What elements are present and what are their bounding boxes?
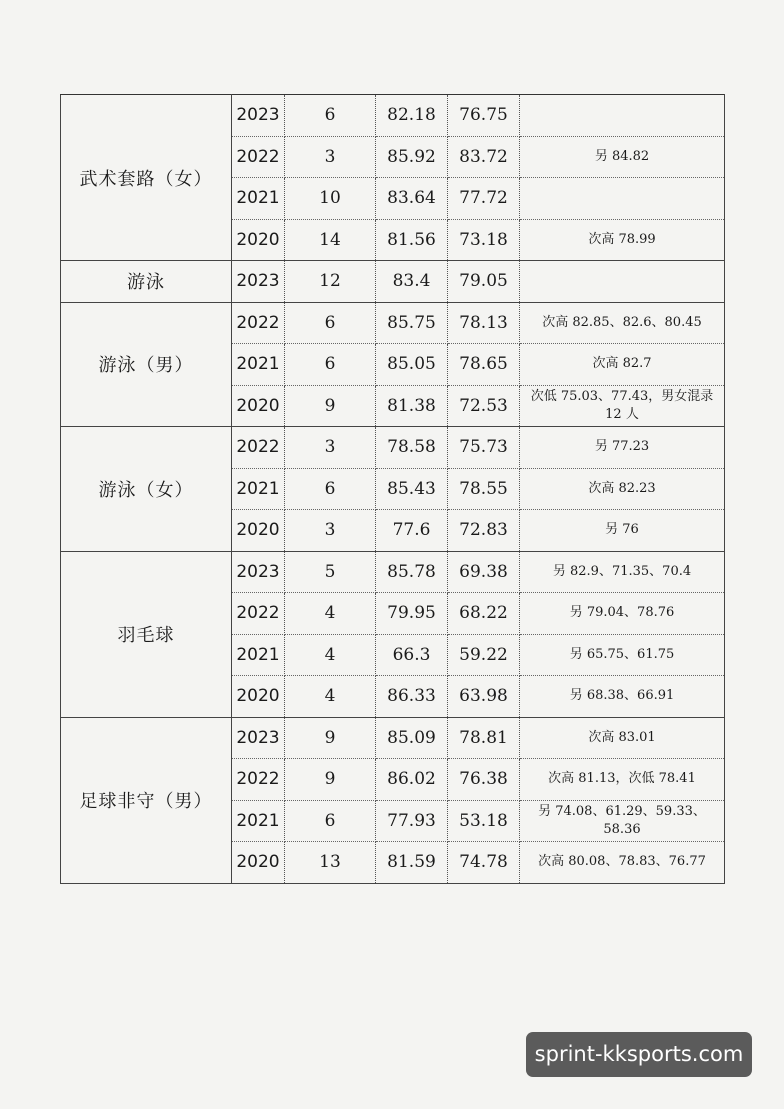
max-score-cell: 85.78 (376, 551, 448, 593)
note-cell: 另 77.23 (520, 427, 725, 469)
min-score-cell: 74.78 (448, 842, 520, 884)
count-cell: 4 (285, 676, 376, 718)
min-score-cell: 78.55 (448, 468, 520, 510)
note-cell: 另 65.75、61.75 (520, 634, 725, 676)
year-cell: 2023 (232, 551, 285, 593)
note-cell: 次高 80.08、78.83、76.77 (520, 842, 725, 884)
year-cell: 2021 (232, 634, 285, 676)
event-name-cell: 游泳（女） (61, 427, 232, 552)
min-score-cell: 75.73 (448, 427, 520, 469)
min-score-cell: 83.72 (448, 136, 520, 178)
max-score-cell: 85.09 (376, 717, 448, 759)
max-score-cell: 83.4 (376, 261, 448, 303)
note-cell: 次高 82.23 (520, 468, 725, 510)
event-name-cell: 足球非守（男） (61, 717, 232, 883)
min-score-cell: 79.05 (448, 261, 520, 303)
year-cell: 2022 (232, 759, 285, 801)
note-cell: 另 74.08、61.29、59.33、58.36 (520, 800, 725, 842)
min-score-cell: 78.13 (448, 302, 520, 344)
note-cell: 次高 81.13，次低 78.41 (520, 759, 725, 801)
max-score-cell: 81.56 (376, 219, 448, 261)
count-cell: 9 (285, 717, 376, 759)
note-cell: 次高 83.01 (520, 717, 725, 759)
max-score-cell: 86.02 (376, 759, 448, 801)
max-score-cell: 79.95 (376, 593, 448, 635)
max-score-cell: 81.59 (376, 842, 448, 884)
year-cell: 2020 (232, 676, 285, 718)
min-score-cell: 59.22 (448, 634, 520, 676)
max-score-cell: 85.43 (376, 468, 448, 510)
min-score-cell: 78.65 (448, 344, 520, 386)
table-row (61, 551, 725, 593)
note-cell: 另 76 (520, 510, 725, 552)
count-cell: 9 (285, 759, 376, 801)
min-score-cell: 78.81 (448, 717, 520, 759)
max-score-cell: 66.3 (376, 634, 448, 676)
year-cell: 2022 (232, 136, 285, 178)
max-score-cell: 85.75 (376, 302, 448, 344)
event-name-cell: 武术套路（女） (61, 95, 232, 261)
min-score-cell: 77.72 (448, 178, 520, 220)
note-cell: 次高 78.99 (520, 219, 725, 261)
max-score-cell: 77.93 (376, 800, 448, 842)
year-cell: 2021 (232, 178, 285, 220)
min-score-cell: 76.75 (448, 95, 520, 137)
max-score-cell: 85.92 (376, 136, 448, 178)
year-cell: 2020 (232, 510, 285, 552)
min-score-cell: 76.38 (448, 759, 520, 801)
count-cell: 6 (285, 468, 376, 510)
count-cell: 9 (285, 385, 376, 427)
site-watermark: sprint-kksports.com (526, 1032, 752, 1077)
count-cell: 6 (285, 95, 376, 137)
min-score-cell: 63.98 (448, 676, 520, 718)
table-row (61, 261, 725, 303)
note-cell: 另 68.38、66.91 (520, 676, 725, 718)
count-cell: 3 (285, 427, 376, 469)
scores-table-body (61, 95, 725, 884)
max-score-cell: 85.05 (376, 344, 448, 386)
year-cell: 2023 (232, 717, 285, 759)
max-score-cell: 82.18 (376, 95, 448, 137)
note-cell: 次高 82.85、82.6、80.45 (520, 302, 725, 344)
count-cell: 6 (285, 800, 376, 842)
year-cell: 2020 (232, 385, 285, 427)
count-cell: 10 (285, 178, 376, 220)
year-cell: 2023 (232, 261, 285, 303)
min-score-cell: 72.53 (448, 385, 520, 427)
max-score-cell: 77.6 (376, 510, 448, 552)
count-cell: 6 (285, 302, 376, 344)
count-cell: 6 (285, 344, 376, 386)
note-cell: 另 84.82 (520, 136, 725, 178)
event-name-cell: 游泳（男） (61, 302, 232, 427)
note-cell: 次高 82.7 (520, 344, 725, 386)
count-cell: 14 (285, 219, 376, 261)
year-cell: 2020 (232, 219, 285, 261)
table-row (61, 717, 725, 759)
note-cell (520, 261, 725, 303)
table-row (61, 427, 725, 469)
year-cell: 2022 (232, 593, 285, 635)
count-cell: 13 (285, 842, 376, 884)
table-row (61, 302, 725, 344)
note-cell: 另 82.9、71.35、70.4 (520, 551, 725, 593)
note-cell: 次低 75.03、77.43，男女混录 12 人 (520, 385, 725, 427)
count-cell: 4 (285, 593, 376, 635)
max-score-cell: 86.33 (376, 676, 448, 718)
event-name-cell: 羽毛球 (61, 551, 232, 717)
event-name-cell: 游泳 (61, 261, 232, 303)
scores-table (60, 94, 725, 884)
note-cell: 另 79.04、78.76 (520, 593, 725, 635)
min-score-cell: 68.22 (448, 593, 520, 635)
min-score-cell: 73.18 (448, 219, 520, 261)
min-score-cell: 53.18 (448, 800, 520, 842)
min-score-cell: 69.38 (448, 551, 520, 593)
year-cell: 2020 (232, 842, 285, 884)
max-score-cell: 83.64 (376, 178, 448, 220)
count-cell: 5 (285, 551, 376, 593)
count-cell: 12 (285, 261, 376, 303)
count-cell: 4 (285, 634, 376, 676)
year-cell: 2021 (232, 800, 285, 842)
year-cell: 2021 (232, 344, 285, 386)
max-score-cell: 81.38 (376, 385, 448, 427)
count-cell: 3 (285, 136, 376, 178)
year-cell: 2022 (232, 302, 285, 344)
max-score-cell: 78.58 (376, 427, 448, 469)
year-cell: 2022 (232, 427, 285, 469)
year-cell: 2023 (232, 95, 285, 137)
table-row (61, 95, 725, 137)
min-score-cell: 72.83 (448, 510, 520, 552)
count-cell: 3 (285, 510, 376, 552)
note-cell (520, 178, 725, 220)
note-cell (520, 95, 725, 137)
year-cell: 2021 (232, 468, 285, 510)
